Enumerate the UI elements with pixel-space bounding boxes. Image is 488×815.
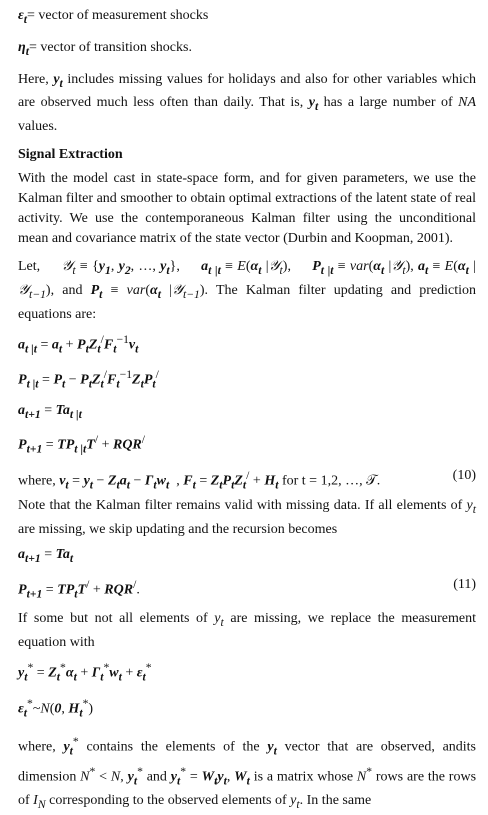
recursion-equation-a: $a_{t+1} = Ta_t$	[18, 547, 74, 565]
equation-10: where, $v_t = y_t - Z_ta_t - \Gamma_tw_t$ , $F_t = Z_tP_tZ_t^/ + H_t$ for t = 1,2, …, 𝒯. (10)	[18, 465, 476, 496]
missing-data-paragraph: Note that the Kalman filter remains valid with missing data. If all elements of $y_t$ are missing, we skip updating and the recursion becomes	[18, 498, 476, 538]
missing-values-paragraph: Here, $y_t$ includes missing values for holidays and also for other variables which are observed much less often than daily. That is, $y_t$ has a large number of NA values.	[18, 71, 476, 135]
equation-number-10: (10)	[452, 467, 476, 483]
reduced-shock-distribution: $\varepsilon_t^*\sim N(0$, $H_t^*$)	[18, 696, 94, 720]
equation-11: $P_{t+1} = TP_tT^/ + RQR^/$. (11)	[18, 574, 476, 605]
update-equation-a: $a_{t |t} = a_t + P_tZ_t^/F_t^{-1}v_t$	[18, 332, 139, 356]
prediction-equation-a: $a_{t+1} = Ta_{t |t}$	[18, 402, 82, 421]
prediction-equation-p: $P_{t+1} = TP_{t |t}T^/ + RQR^/$	[18, 433, 146, 456]
update-equation-p: $P_{t |t} = P_t - P_tZ_t^/F_t^{-1}Z_tP_t^/$	[18, 368, 159, 391]
measurement-shock-definition: $\varepsilon_t=$ vector of measurement shocks	[18, 8, 209, 26]
partial-missing-paragraph: If some but not all elements of $y_t$ are missing, we replace the measurement equation with	[18, 611, 477, 651]
reduced-measurement-equation: $y_t^* = Z_t^*\alpha_t + \Gamma_t^*w_t + \varepsilon_t^*$	[18, 661, 152, 684]
signal-extraction-paragraph: With the model cast in state-space form, and for given parameters, we use the Kalman filter and smoother to obtain optimal extractions of the latent state of real activity. We use the contemporaneous Kalman filter using the unconditional mean and covariance matrix of the state vector (Durbin and Koopman, 2001).	[18, 171, 476, 247]
section-heading: Signal Extraction	[18, 147, 123, 163]
let-definitions-paragraph: Let, 𝒴$_t$ ≡ {$y_1$, $y_2$, …, $y_t$}, $a_{t |t} \equiv E(\alpha_t$ |𝒴$_t$), $P_{t |t} \equiv var(\alpha_t$ |𝒴$_t$), $a_t \equiv E(\alpha_t$ |𝒴$_{t-1}$), and $P_t \equiv var(\alpha_t$ |𝒴$_{t-1}$). The Kalman filter updating and prediction equations are:	[18, 259, 476, 322]
equation-number-11: (11)	[453, 576, 476, 592]
observed-elements-paragraph: where, $y_t^*$ contains the elements of the $y_t$ vector that are observed, andits dimension N* < N, $y_t^*$ and $y_t^* = W_ty_t$, $W_t$ is a matrix whose N* rows are the rows of $I_N$ corresponding to the observed elements of $y_t$. In the same	[18, 735, 477, 811]
transition-shock-definition: $\eta_t=$ vector of transition shocks.	[18, 39, 192, 58]
